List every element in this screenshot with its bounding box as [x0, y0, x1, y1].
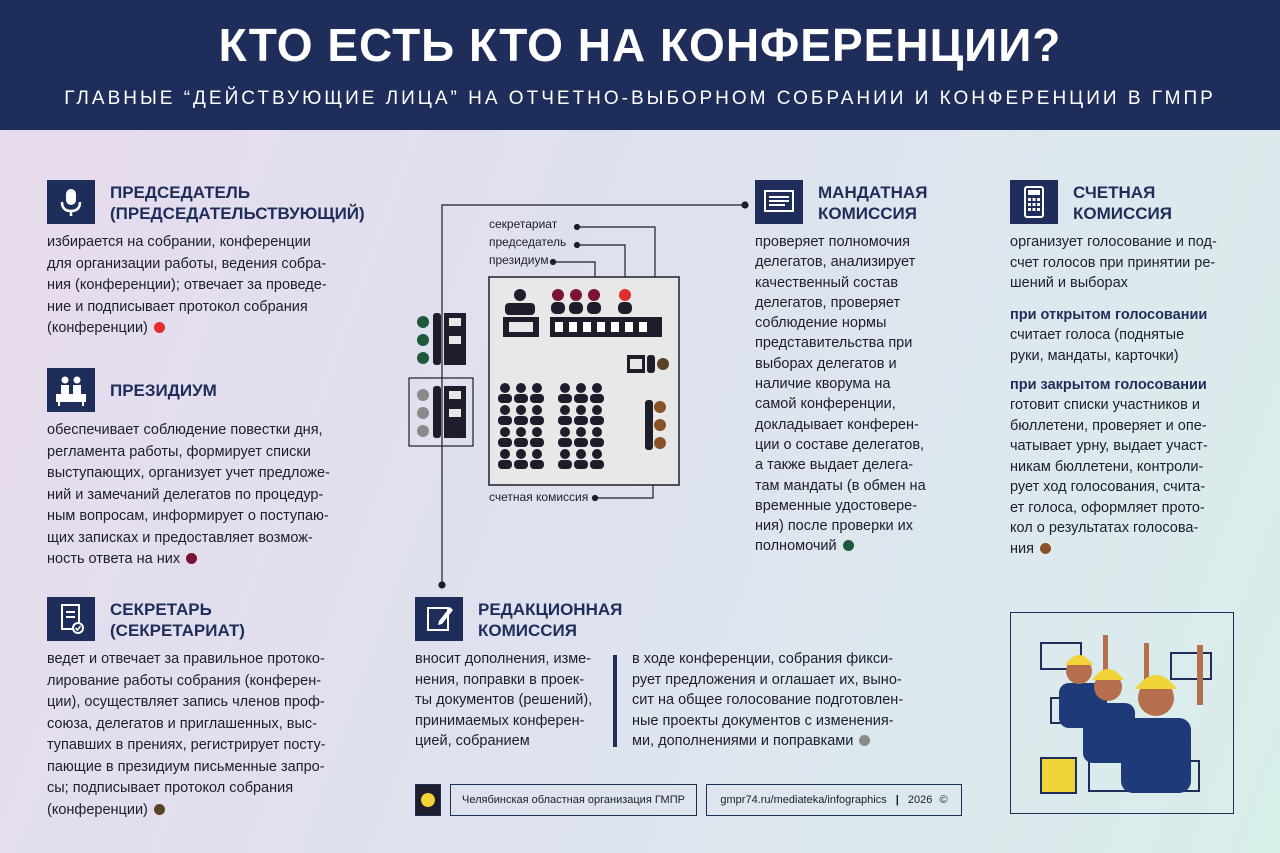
delegate-body [514, 460, 528, 469]
delegate-body [558, 438, 572, 447]
delegate-body [514, 416, 528, 425]
mandate-description: проверяет полномочия делегатов, анализирует качественный состав делегатов, проверяет соблюдение нормы представительства при выборах делегатов и наличие кворума на самой конференции, докладывает конферен- ции о составе делегатов, а также выдает делега- там мандаты (в обмен на временные удостовере- ния) после проверки их полномочий [755, 234, 926, 555]
counting-text: организует голосование и под- счет голосов при принятии ре- шений и выборах [1010, 234, 1217, 291]
chairman-color-dot [154, 322, 165, 333]
delegate-head [560, 449, 570, 459]
mandate-title: МАНДАТНАЯ КОМИССИЯ [818, 183, 928, 223]
label-presidium: президиум [489, 253, 549, 267]
document-icon [47, 597, 95, 641]
calculator-icon [1010, 180, 1058, 224]
label-counting-commission: счетная комиссия [489, 490, 589, 504]
org-logo [415, 784, 441, 816]
delegate-body [574, 394, 588, 403]
editorial-title: РЕДАКЦИОННАЯ КОМИССИЯ [478, 600, 623, 640]
delegate-head [500, 405, 510, 415]
delegate-body [530, 394, 544, 403]
delegate-head [592, 449, 602, 459]
delegate-head [500, 427, 510, 437]
delegate-body [590, 438, 604, 447]
editorial-divider [613, 655, 617, 747]
chairman-block [47, 180, 365, 340]
chairman-title: ПРЕДСЕДАТЕЛЬ (ПРЕДСЕДАТЕЛЬСТВУЮЩИЙ) [110, 183, 365, 223]
presidium-title: ПРЕЗИДИУМ [110, 381, 217, 400]
delegate-body [558, 460, 572, 469]
presidium-block [47, 368, 347, 568]
footer-org: Челябинская областная организация ГМПР [450, 784, 697, 816]
presidium-color-dot [186, 553, 197, 564]
delegate-head [532, 449, 542, 459]
delegate-head [516, 405, 526, 415]
delegate-head [576, 405, 586, 415]
delegate-head [592, 427, 602, 437]
secretary-color-dot [154, 804, 165, 815]
delegate-head [500, 383, 510, 393]
presidium-description: обеспечивает соблюдение повестки дня, регламента работы, формирует списки выступающих, организует учет предложе- ний и замечаний делегатов по процедур- ным вопросам, информирует о поступаю- щих записках и предоставляет возмож- ность ответа на них [47, 422, 330, 567]
edit-icon [415, 597, 463, 641]
delegate-body [530, 460, 544, 469]
editorial-description-2: в ходе конференции, собрания фикси- рует предложения и оглашает их, выно- сит на общее голосование подготовлен- ные проекты документов с изменения- ми, дополнениями и поправками [632, 651, 904, 749]
counting-open-text: считает голоса (поднятые руки, мандаты, карточки) [1010, 327, 1185, 364]
editorial-text-2 [632, 649, 942, 752]
label-secretariat: секретариат [489, 217, 558, 231]
worker-3 [1121, 645, 1203, 793]
delegate-head [576, 383, 586, 393]
presidium-text [47, 420, 352, 571]
secretary-text [47, 649, 347, 821]
delegate-body [590, 460, 604, 469]
mandate-block [755, 180, 955, 560]
editorial-block [415, 597, 935, 757]
delegate-body [558, 394, 572, 403]
delegate-body [590, 416, 604, 425]
mandate-card-icon [755, 180, 803, 224]
hall-diagram [405, 195, 755, 595]
delegate-body [590, 394, 604, 403]
counting-block [1010, 180, 1250, 570]
footer-copyright: © [939, 794, 948, 806]
delegate-head [532, 427, 542, 437]
delegate-head [516, 427, 526, 437]
editorial-text: вносит дополнения, изме- нения, поправки в проек- ты документов (решений), принимаемых конферен- цией, собранием [415, 651, 593, 749]
counting-title: СЧЕТНАЯ КОМИССИЯ [1073, 183, 1172, 223]
hall-diagram-svg [405, 195, 755, 595]
delegate-body [498, 416, 512, 425]
page-title: КТО ЕСТЬ КТО НА КОНФЕРЕНЦИИ? [218, 19, 1062, 71]
delegate-head [576, 427, 586, 437]
delegate-body [558, 416, 572, 425]
page-subtitle: ГЛАВНЫЕ “ДЕЙСТВУЮЩИЕ ЛИЦА” НА ОТЧЕТНО-ВЫБОРНОМ СОБРАНИИ И КОНФЕРЕНЦИИ В ГМПР [64, 88, 1216, 109]
delegate-body [514, 394, 528, 403]
delegate-head [560, 405, 570, 415]
footer-link[interactable] [706, 784, 962, 816]
delegate-body [498, 438, 512, 447]
workers-illustration [1010, 612, 1234, 814]
counting-closed-title: при закрытом голосовании [1010, 377, 1207, 393]
secretary-title: СЕКРЕТАРЬ (СЕКРЕТАРИАТ) [110, 600, 245, 640]
secretary-description: ведет и отвечает за правильное протоко- лирование работы собрания (конферен- ции), осуществляет запись членов проф- союза, делегатов и приглашенных, выс- тупавших в прениях, регистрирует посту- пающие в президиум письменные запро- сы; подписывает протокол собрания (конференции) [47, 651, 326, 818]
microphone-icon [47, 180, 95, 224]
delegate-head [532, 405, 542, 415]
delegate-head [592, 383, 602, 393]
delegate-head [500, 449, 510, 459]
delegate-head [560, 383, 570, 393]
editorial-color-dot [859, 735, 870, 746]
delegate-body [574, 438, 588, 447]
delegate-head [576, 449, 586, 459]
delegate-body [574, 460, 588, 469]
counting-closed-text [1010, 395, 1240, 559]
chairman-description: избирается на собрании, конференции для организации работы, ведения собра- ния (конференции); отвечает за проведе- ние и подписывает протокол собрания (конференции) [47, 234, 327, 336]
footer-separator: | [895, 794, 899, 806]
mandate-text [755, 232, 955, 557]
counting-commission-seats [645, 400, 666, 450]
presidium-icon [47, 368, 95, 412]
mandate-color-dot [843, 540, 854, 551]
footer-url[interactable]: gmpr74.ru/mediateka/infographics [720, 794, 887, 806]
label-chairman: председатель [489, 235, 567, 249]
footer-year: 2026 [907, 794, 933, 806]
delegate-body [498, 460, 512, 469]
delegate-body [530, 438, 544, 447]
delegate-head [560, 427, 570, 437]
delegate-head [516, 383, 526, 393]
counting-closed-description: готовит списки участников и бюллетени, проверяет и опе- чатывает урну, выдает участ- никам бюллетени, контроли- рует ход голосования, счита- ет голоса, оформляет прото- кол о результатах голосова- ния [1010, 397, 1208, 557]
chairman-text [47, 232, 347, 340]
delegate-head [592, 405, 602, 415]
delegate-head [516, 449, 526, 459]
secretary-block [47, 597, 347, 827]
delegate-body [514, 438, 528, 447]
delegate-body [530, 416, 544, 425]
delegate-body [498, 394, 512, 403]
counting-open-title: при открытом голосовании [1010, 307, 1208, 323]
header [0, 0, 1280, 130]
delegate-head [532, 383, 542, 393]
delegate-body [574, 416, 588, 425]
counting-color-dot [1040, 543, 1051, 554]
